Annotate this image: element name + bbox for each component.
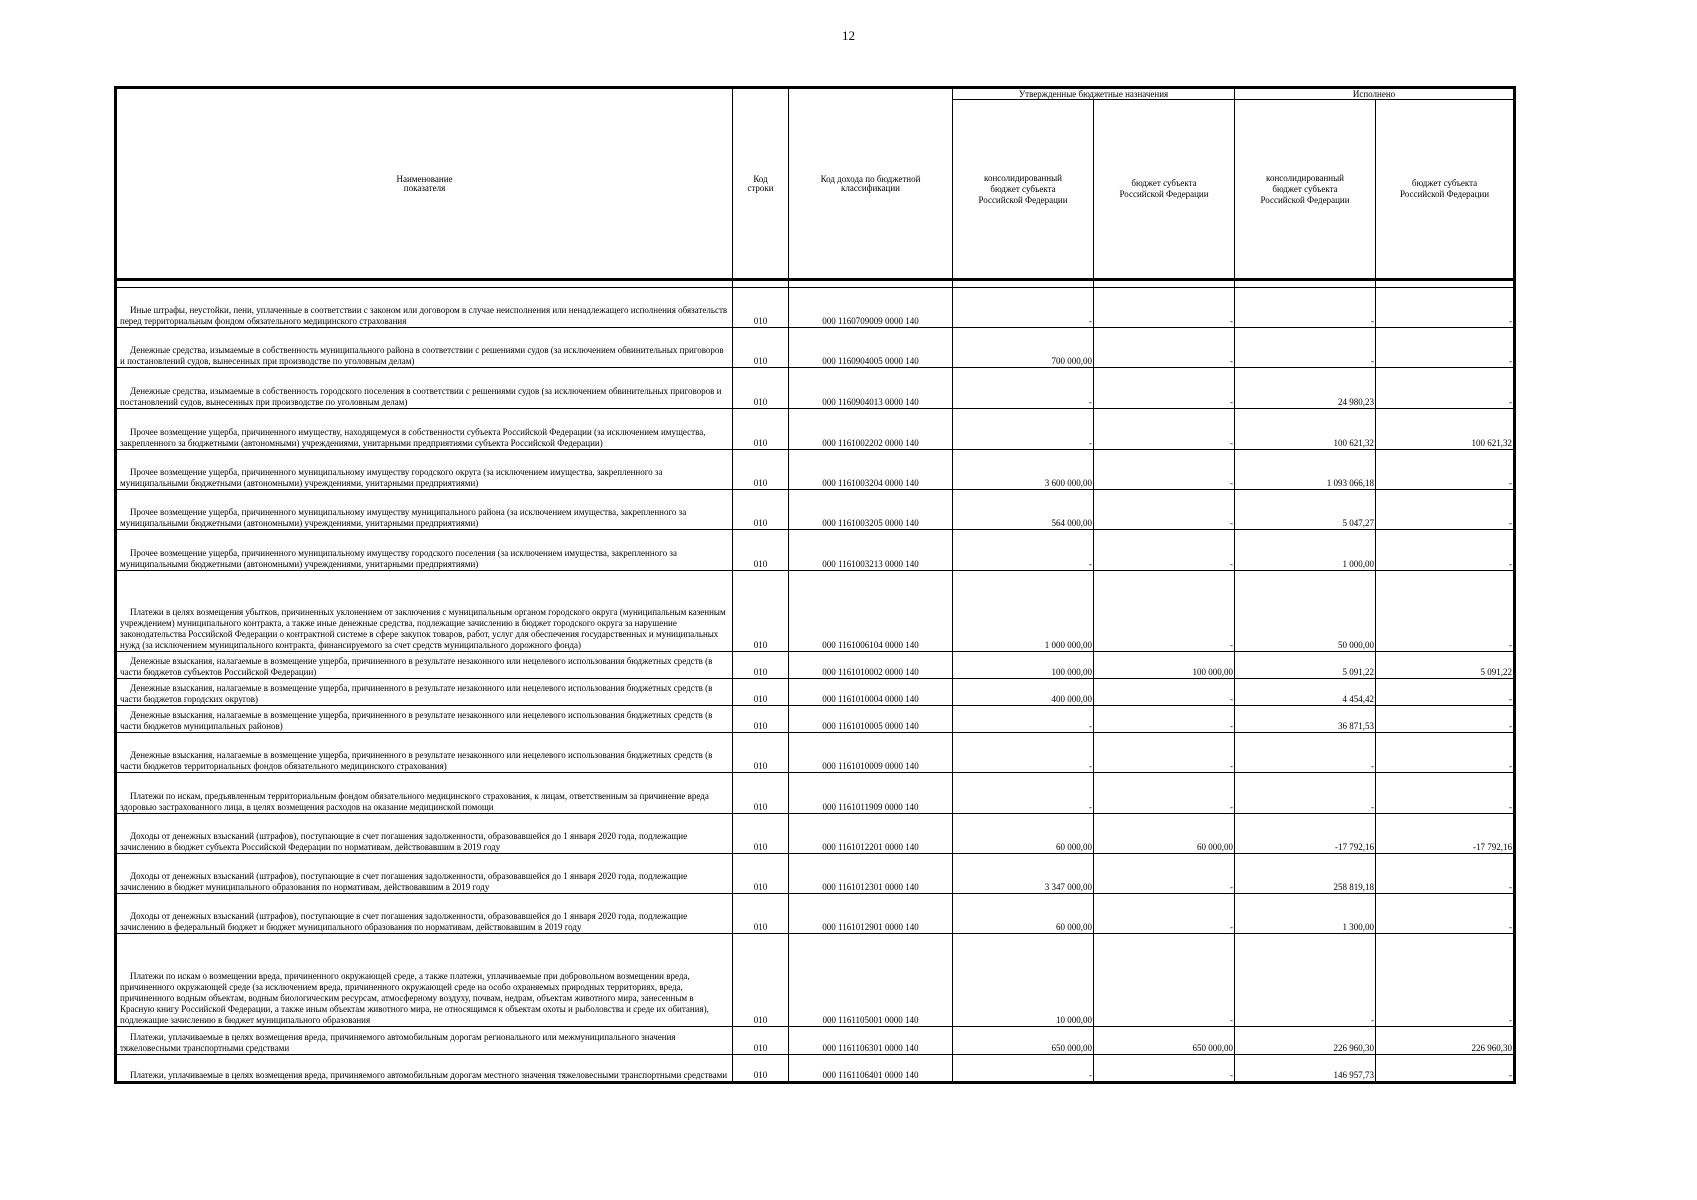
row-code: 010	[733, 288, 789, 328]
row-code: 010	[733, 571, 789, 652]
row-kbk: 000 1161012201 0000 140	[789, 814, 953, 854]
row-kbk: 000 1161106301 0000 140	[789, 1027, 953, 1055]
header-approved-group: Утвержденные бюджетные назначения	[953, 89, 1235, 100]
row-approved-subject: -	[1094, 733, 1235, 773]
row-kbk: 000 1161010002 0000 140	[789, 652, 953, 679]
row-approved-consolidated: 700 000,00	[953, 328, 1094, 368]
row-executed-subject: 5 091,22	[1376, 652, 1514, 679]
row-executed-consolidated: 1 093 066,18	[1235, 450, 1376, 490]
header-executed-subject: бюджет субъекта Российской Федерации	[1376, 100, 1514, 280]
row-kbk: 000 1161010005 0000 140	[789, 706, 953, 733]
row-name: Прочее возмещение ущерба, причиненного муниципальному имуществу городского поселения (за исключением имущества, закрепленного за муниципальными бюджетными (автономными) учреждениями, унитарными предприятиями)	[117, 530, 733, 571]
row-executed-subject: -	[1376, 571, 1514, 652]
header-kbk: Код дохода по бюджетной классификации	[789, 89, 953, 280]
row-executed-consolidated: 36 871,53	[1235, 706, 1376, 733]
row-approved-consolidated: -	[953, 706, 1094, 733]
row-kbk: 000 1160904005 0000 140	[789, 328, 953, 368]
row-kbk: 000 1161010009 0000 140	[789, 733, 953, 773]
table-row	[117, 288, 1514, 328]
row-code: 010	[733, 409, 789, 450]
header-code: Код строки	[733, 89, 789, 280]
row-kbk: 000 1161003204 0000 140	[789, 450, 953, 490]
row-approved-subject: -	[1094, 773, 1235, 814]
row-name: Платежи по искам, предъявленным территориальным фондом обязательного медицинского страхования, к лицам, ответственным за причинение вреда здоровью застрахованного лица, в целях возмещения расходов на оказание медицинской помощи	[117, 773, 733, 814]
table-row	[117, 652, 1514, 679]
row-kbk: 000 1161106401 0000 140	[789, 1055, 953, 1082]
row-executed-consolidated: -	[1235, 934, 1376, 1027]
row-executed-subject: -	[1376, 773, 1514, 814]
row-approved-consolidated: 60 000,00	[953, 894, 1094, 934]
row-executed-subject: -	[1376, 1055, 1514, 1082]
row-name: Платежи в целях возмещения убытков, причиненных уклонением от заключения с муниципальным органом городского округа (муниципальным казенным учреждением) муниципального контракта, а также иные денежные средства, подлежащие зачислению в бюджет городского округа за нарушение законодательства Российской Федерации о контрактной системе в сфере закупок товаров, работ, услуг для обеспечения государственных и муниципальных нужд (за исключением муниципального контракта, финансируемого за счет средств муниципального дорожного фонда)	[117, 571, 733, 652]
table-row	[117, 733, 1514, 773]
row-approved-subject: -	[1094, 1055, 1235, 1082]
row-name: Иные штрафы, неустойки, пени, уплаченные в соответствии с законом или договором в случае неисполнения или ненадлежащего исполнения обязательств перед территориальным фондом обязательного медицинского страхования	[117, 288, 733, 328]
header-approved-consolidated: консолидированный бюджет субъекта Российской Федерации	[953, 100, 1094, 280]
row-approved-subject: -	[1094, 854, 1235, 894]
row-executed-consolidated: -	[1235, 773, 1376, 814]
row-approved-consolidated: -	[953, 288, 1094, 328]
row-approved-subject: -	[1094, 288, 1235, 328]
row-kbk: 000 1160709009 0000 140	[789, 288, 953, 328]
row-approved-consolidated: 100 000,00	[953, 652, 1094, 679]
row-approved-consolidated: -	[953, 1055, 1094, 1082]
row-name: Денежные средства, изымаемые в собственность муниципального района в соответствии с решениями судов (за исключением обвинительных приговоров и постановлений судов, вынесенных при производстве по уголовным делам)	[117, 328, 733, 368]
row-executed-subject: -	[1376, 706, 1514, 733]
header-executed-group: Исполнено	[1235, 89, 1514, 100]
row-kbk: 000 1161010004 0000 140	[789, 679, 953, 706]
row-approved-subject: -	[1094, 368, 1235, 409]
row-approved-consolidated: 3 347 000,00	[953, 854, 1094, 894]
row-code: 010	[733, 652, 789, 679]
row-approved-subject: -	[1094, 450, 1235, 490]
row-approved-subject: -	[1094, 530, 1235, 571]
row-kbk: 000 1161012301 0000 140	[789, 854, 953, 894]
row-code: 010	[733, 814, 789, 854]
row-code: 010	[733, 1055, 789, 1082]
row-approved-subject: -	[1094, 679, 1235, 706]
table-row	[117, 571, 1514, 652]
row-name: Денежные взыскания, налагаемые в возмещение ущерба, причиненного в результате незаконного или нецелевого использования бюджетных средств (в части бюджетов территориальных фондов обязательного медицинского страхования)	[117, 733, 733, 773]
page-number: 12	[842, 28, 855, 43]
row-executed-subject: -	[1376, 679, 1514, 706]
row-executed-subject: 100 621,32	[1376, 409, 1514, 450]
row-executed-subject: -	[1376, 894, 1514, 934]
row-code: 010	[733, 490, 789, 530]
row-code: 010	[733, 368, 789, 409]
table-row	[117, 854, 1514, 894]
row-executed-consolidated: 100 621,32	[1235, 409, 1376, 450]
table-row	[117, 409, 1514, 450]
row-executed-consolidated: 146 957,73	[1235, 1055, 1376, 1082]
table-row	[117, 706, 1514, 733]
row-approved-consolidated: -	[953, 368, 1094, 409]
row-executed-consolidated: -	[1235, 328, 1376, 368]
row-executed-subject: -	[1376, 854, 1514, 894]
row-approved-subject: 60 000,00	[1094, 814, 1235, 854]
row-name: Прочее возмещение ущерба, причиненного муниципальному имуществу муниципального района (за исключением имущества, закрепленного за муниципальными бюджетными (автономными) учреждениями, унитарными предприятиями)	[117, 490, 733, 530]
header-executed-consolidated: консолидированный бюджет субъекта Российской Федерации	[1235, 100, 1376, 280]
row-kbk: 000 1161003205 0000 140	[789, 490, 953, 530]
row-approved-consolidated: 564 000,00	[953, 490, 1094, 530]
row-code: 010	[733, 773, 789, 814]
row-code: 010	[733, 679, 789, 706]
row-code: 010	[733, 530, 789, 571]
row-code: 010	[733, 706, 789, 733]
row-executed-subject: -	[1376, 328, 1514, 368]
table-row	[117, 934, 1514, 1027]
row-approved-consolidated: -	[953, 409, 1094, 450]
row-code: 010	[733, 934, 789, 1027]
row-executed-subject: -	[1376, 368, 1514, 409]
row-executed-subject: -	[1376, 450, 1514, 490]
row-executed-consolidated: 5 047,27	[1235, 490, 1376, 530]
table-row	[117, 894, 1514, 934]
row-executed-consolidated: 1 000,00	[1235, 530, 1376, 571]
budget-report-table	[116, 88, 1514, 1082]
row-executed-subject: -	[1376, 288, 1514, 328]
table-row	[117, 773, 1514, 814]
table-row	[117, 450, 1514, 490]
row-name: Платежи, уплачиваемые в целях возмещения вреда, причиняемого автомобильным дорогам регионального или межмуниципального значения тяжеловесными транспортными средствами	[117, 1027, 733, 1055]
row-kbk: 000 1161105001 0000 140	[789, 934, 953, 1027]
row-name: Прочее возмещение ущерба, причиненного имуществу, находящемуся в собственности субъекта Российской Федерации (за исключением имущества, закрепленного за бюджетными (автономными) учреждениями, унитарными предприятиями субъекта Российской Федерации)	[117, 409, 733, 450]
row-kbk: 000 1161011909 0000 140	[789, 773, 953, 814]
table-header	[117, 89, 1514, 280]
row-executed-consolidated: 258 819,18	[1235, 854, 1376, 894]
row-code: 010	[733, 450, 789, 490]
spacer-row	[117, 280, 1514, 288]
row-name: Доходы от денежных взысканий (штрафов), поступающие в счет погашения задолженности, образовавшейся до 1 января 2020 года, подлежащие зачислению в федеральный бюджет и бюджет муниципального образования по нормативам, действовавшим в 2019 году	[117, 894, 733, 934]
row-executed-consolidated: -	[1235, 288, 1376, 328]
row-code: 010	[733, 328, 789, 368]
row-name: Доходы от денежных взысканий (штрафов), поступающие в счет погашения задолженности, образовавшейся до 1 января 2020 года, подлежащие зачислению в бюджет муниципального образования по нормативам, действовавшим в 2019 году	[117, 854, 733, 894]
row-name: Прочее возмещение ущерба, причиненного муниципальному имуществу городского округа (за исключением имущества, закрепленного за муниципальными бюджетными (автономными) учреждениями, унитарными предприятиями)	[117, 450, 733, 490]
row-approved-consolidated: -	[953, 733, 1094, 773]
row-approved-subject: -	[1094, 894, 1235, 934]
row-kbk: 000 1161003213 0000 140	[789, 530, 953, 571]
row-code: 010	[733, 1027, 789, 1055]
row-executed-subject: -	[1376, 490, 1514, 530]
row-approved-consolidated: 650 000,00	[953, 1027, 1094, 1055]
row-name: Платежи по искам о возмещении вреда, причиненного окружающей среде, а также платежи, уплачиваемые при добровольном возмещении вреда, причиненного окружающей среде (за исключением вреда, причиненного окружающей среде на особо охраняемых природных территориях, вреда, причиненного водным объектам, водным биологическим ресурсам, атмосферному воздуху, почвам, недрам, объектам животного мира, занесенным в Красную книгу Российской Федерации, а также иным объектам животного мира, не относящимся к объектам охоты и рыболовства и среде их обитания), подлежащие зачислению в бюджет муниципального образования	[117, 934, 733, 1027]
row-executed-consolidated: 24 980,23	[1235, 368, 1376, 409]
row-executed-consolidated: -17 792,16	[1235, 814, 1376, 854]
row-name: Денежные взыскания, налагаемые в возмещение ущерба, причиненного в результате незаконного или нецелевого использования бюджетных средств (в части бюджетов муниципальных районов)	[117, 706, 733, 733]
row-approved-consolidated: 10 000,00	[953, 934, 1094, 1027]
row-kbk: 000 1160904013 0000 140	[789, 368, 953, 409]
row-code: 010	[733, 854, 789, 894]
row-approved-consolidated: -	[953, 773, 1094, 814]
row-executed-subject: -	[1376, 530, 1514, 571]
row-approved-subject: -	[1094, 571, 1235, 652]
table-row	[117, 328, 1514, 368]
table-row	[117, 490, 1514, 530]
row-executed-consolidated: 4 454,42	[1235, 679, 1376, 706]
row-name: Денежные взыскания, налагаемые в возмещение ущерба, причиненного в результате незаконного или нецелевого использования бюджетных средств (в части бюджетов субъектов Российской Федерации)	[117, 652, 733, 679]
table-row	[117, 1055, 1514, 1082]
table-row	[117, 530, 1514, 571]
row-name: Денежные средства, изымаемые в собственность городского поселения в соответствии с решениями судов (за исключением обвинительных приговоров и постановлений судов, вынесенных при производстве по уголовным делам)	[117, 368, 733, 409]
row-approved-consolidated: 1 000 000,00	[953, 571, 1094, 652]
row-approved-subject: -	[1094, 490, 1235, 530]
row-approved-consolidated: 60 000,00	[953, 814, 1094, 854]
row-kbk: 000 1161006104 0000 140	[789, 571, 953, 652]
row-executed-consolidated: 50 000,00	[1235, 571, 1376, 652]
row-code: 010	[733, 733, 789, 773]
row-executed-consolidated: 226 960,30	[1235, 1027, 1376, 1055]
row-executed-consolidated: 1 300,00	[1235, 894, 1376, 934]
row-code: 010	[733, 894, 789, 934]
row-kbk: 000 1161012901 0000 140	[789, 894, 953, 934]
row-executed-subject: -	[1376, 934, 1514, 1027]
row-approved-subject: -	[1094, 706, 1235, 733]
row-executed-subject: -17 792,16	[1376, 814, 1514, 854]
row-approved-consolidated: 400 000,00	[953, 679, 1094, 706]
row-approved-consolidated: 3 600 000,00	[953, 450, 1094, 490]
row-name: Платежи, уплачиваемые в целях возмещения вреда, причиняемого автомобильным дорогам местного значения тяжеловесными транспортными средствами	[117, 1055, 733, 1082]
row-executed-consolidated: 5 091,22	[1235, 652, 1376, 679]
header-name: Наименование показателя	[117, 89, 733, 280]
table-row	[117, 1027, 1514, 1055]
row-executed-subject: 226 960,30	[1376, 1027, 1514, 1055]
row-approved-subject: -	[1094, 328, 1235, 368]
row-kbk: 000 1161002202 0000 140	[789, 409, 953, 450]
table-row	[117, 368, 1514, 409]
row-approved-subject: 100 000,00	[1094, 652, 1235, 679]
row-name: Доходы от денежных взысканий (штрафов), поступающие в счет погашения задолженности, образовавшейся до 1 января 2020 года, подлежащие зачислению в бюджет субъекта Российской Федерации по нормативам, действовавшим в 2019 году	[117, 814, 733, 854]
row-executed-consolidated: -	[1235, 733, 1376, 773]
row-executed-subject: -	[1376, 733, 1514, 773]
row-approved-subject: 650 000,00	[1094, 1027, 1235, 1055]
header-approved-subject: бюджет субъекта Российской Федерации	[1094, 100, 1235, 280]
row-approved-subject: -	[1094, 934, 1235, 1027]
row-approved-subject: -	[1094, 409, 1235, 450]
table-row	[117, 679, 1514, 706]
row-approved-consolidated: -	[953, 530, 1094, 571]
table-row	[117, 814, 1514, 854]
table-body	[117, 280, 1514, 1082]
row-name: Денежные взыскания, налагаемые в возмещение ущерба, причиненного в результате незаконного или нецелевого использования бюджетных средств (в части бюджетов городских округов)	[117, 679, 733, 706]
